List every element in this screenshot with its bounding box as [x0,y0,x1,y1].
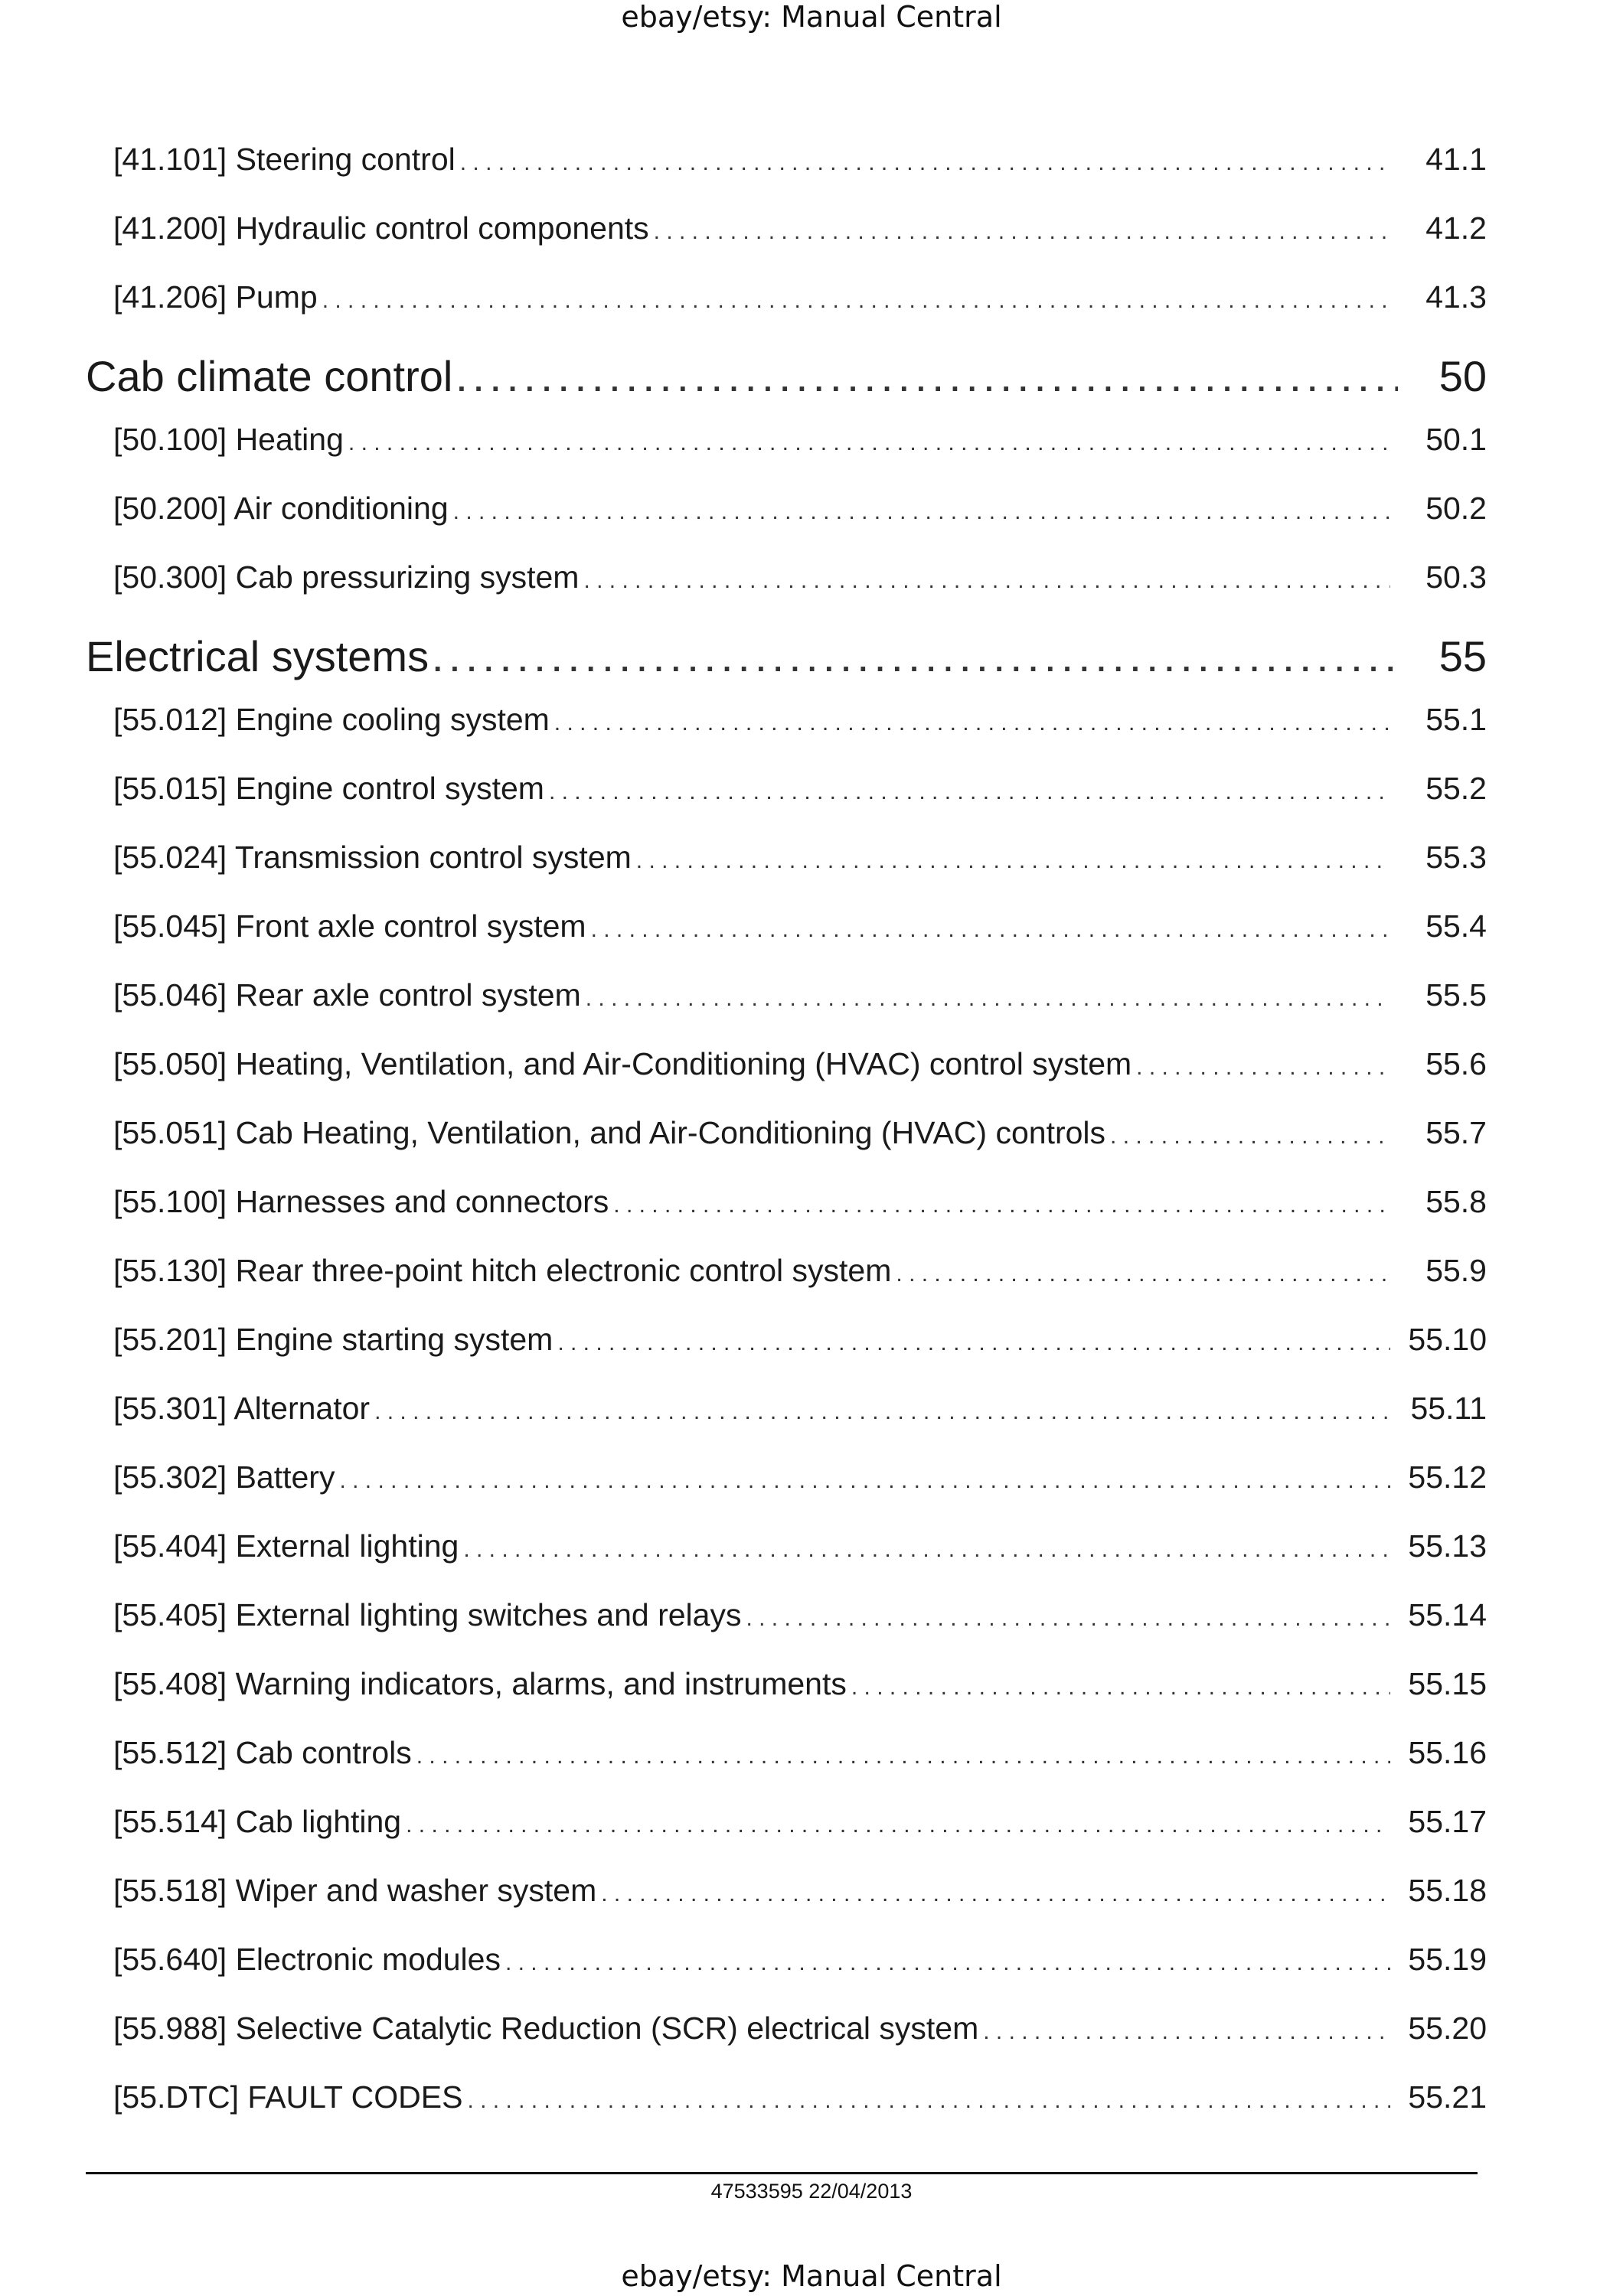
toc-entry-title: [55.046] Rear axle control system [113,977,581,1013]
toc-dot-leader [1110,1109,1390,1164]
toc-entry-title: [41.101] Steering control [113,142,456,177]
toc-entry-title: [55.512] Cab controls [113,1735,412,1770]
toc-entry-row[interactable] [86,1174,1487,1243]
toc-page-number: 55.17 [1408,1804,1487,1839]
toc-dot-leader [601,1867,1390,1922]
toc-entry-row[interactable] [86,481,1487,550]
toc-entry-title: [55.100] Harnesses and connectors [113,1184,609,1219]
toc-page-number: 55.8 [1425,1184,1487,1219]
toc-entry-row[interactable] [86,1105,1487,1174]
toc-dot-leader [348,416,1390,471]
toc-entry-title: [55.301] Alternator [113,1391,371,1426]
footer-document-code: 47533595 22/04/2013 [710,2180,913,2203]
toc-entry-title: [55.012] Engine cooling system [113,702,550,737]
toc-entry-row[interactable] [86,1863,1487,1932]
toc-page-number: 50.1 [1425,422,1487,457]
toc-entry-title: [55.514] Cab lighting [113,1804,402,1839]
toc-dot-leader [322,273,1390,328]
toc-entry-title: [50.200] Air conditioning [113,491,449,526]
toc-entry-row[interactable] [86,269,1487,338]
toc-entry-row[interactable] [86,201,1487,269]
toc-entry-title: [55.015] Engine control system [113,771,544,806]
toc-entry-title: [55.404] External lighting [113,1528,459,1564]
toc-entry-title: [55.DTC] FAULT CODES [113,2079,463,2115]
toc-page-number: 41.3 [1425,279,1487,315]
toc-entry-row[interactable] [86,1450,1487,1518]
toc-page-number: 55 [1438,632,1487,680]
toc-dot-leader [851,1660,1390,1715]
toc-dot-leader [406,1798,1390,1853]
toc-dot-leader [583,553,1390,608]
toc-entry-row[interactable] [86,1312,1487,1381]
toc-entry-row[interactable] [86,1725,1487,1794]
toc-entry-title: [55.518] Wiper and washer system [113,1873,597,1908]
toc-entry-row[interactable] [86,1587,1487,1656]
toc-entry-row[interactable] [86,2069,1487,2138]
toc-dot-leader [457,343,1398,412]
toc-entry-title: [50.300] Cab pressurizing system [113,559,580,595]
toc-dot-leader [896,1247,1390,1302]
toc-page-number: 55.5 [1425,977,1487,1013]
toc-dot-leader [433,623,1398,692]
toc-dot-leader [636,833,1390,889]
toc-dot-leader [505,1936,1390,1991]
toc-page-number: 50 [1438,352,1487,400]
toc-page-number: 55.10 [1408,1322,1487,1357]
toc-dot-leader [591,902,1390,957]
toc-entry-row[interactable] [86,899,1487,967]
toc-section-title: Electrical systems [86,632,429,680]
toc-section-row[interactable] [86,338,1487,412]
toc-page-number: 55.20 [1408,2011,1487,2046]
toc-page-number: 55.21 [1408,2079,1487,2115]
toc-entry-title: [55.050] Heating, Ventilation, and Air-Conditioning (HVAC) control system [113,1046,1132,1081]
toc-dot-leader [1136,1040,1390,1095]
toc-page-number: 55.15 [1408,1666,1487,1701]
table-of-contents [86,132,1487,2138]
toc-dot-leader [463,1522,1390,1577]
toc-page-number: 55.19 [1408,1942,1487,1977]
toc-dot-leader [586,971,1390,1026]
toc-entry-row[interactable] [86,1794,1487,1863]
toc-entry-title: [55.051] Cab Heating, Ventilation, and Air-Conditioning (HVAC) controls [113,1115,1106,1150]
toc-entry-title: [55.201] Engine starting system [113,1322,554,1357]
toc-dot-leader [983,2004,1390,2060]
toc-page-number: 41.2 [1425,210,1487,246]
toc-entry-row[interactable] [86,1656,1487,1725]
toc-entry-title: [55.405] External lighting switches and relays [113,1597,742,1632]
toc-entry-row[interactable] [86,1243,1487,1312]
toc-dot-leader [746,1591,1390,1646]
toc-page-number: 55.13 [1408,1528,1487,1564]
toc-dot-leader [339,1453,1390,1508]
toc-entry-row[interactable] [86,761,1487,830]
toc-entry-title: [55.302] Battery [113,1459,335,1495]
toc-entry-title: [55.045] Front axle control system [113,908,586,944]
toc-dot-leader [374,1384,1390,1440]
toc-dot-leader [549,765,1390,820]
toc-dot-leader [557,1316,1390,1371]
toc-dot-leader [416,1729,1390,1784]
toc-entry-title: [41.206] Pump [113,279,318,315]
toc-entry-row[interactable] [86,2001,1487,2069]
toc-section-row[interactable] [86,618,1487,692]
toc-entry-row[interactable] [86,1036,1487,1105]
toc-entry-row[interactable] [86,830,1487,899]
toc-page-number: 55.18 [1408,1873,1487,1908]
toc-page-number: 55.12 [1408,1459,1487,1495]
watermark-bottom: ebay/etsy: Manual Central [621,2259,1002,2293]
toc-page-number: 55.16 [1408,1735,1487,1770]
toc-entry-title: [41.200] Hydraulic control components [113,210,649,246]
toc-section-title: Cab climate control [86,352,453,400]
toc-page-number: 55.2 [1425,771,1487,806]
toc-entry-row[interactable] [86,412,1487,481]
toc-entry-row[interactable] [86,692,1487,761]
toc-dot-leader [654,204,1390,259]
toc-page-number: 50.2 [1425,491,1487,526]
toc-entry-title: [55.408] Warning indicators, alarms, and instruments [113,1666,847,1701]
toc-page-number: 55.9 [1425,1253,1487,1288]
toc-page-number: 55.11 [1410,1391,1487,1426]
footer-rule [86,2172,1478,2174]
toc-dot-leader [460,135,1390,191]
toc-page-number: 55.4 [1425,908,1487,944]
toc-entry-title: [55.640] Electronic modules [113,1942,501,1977]
toc-entry-row[interactable] [86,1518,1487,1587]
toc-entry-row[interactable] [86,550,1487,618]
toc-entry-title: [55.024] Transmission control system [113,840,632,875]
toc-entry-title: [50.100] Heating [113,422,344,457]
toc-page-number: 55.6 [1425,1046,1487,1081]
toc-page-number: 55.3 [1425,840,1487,875]
toc-entry-row[interactable] [86,1381,1487,1450]
toc-entry-title: [55.130] Rear three-point hitch electronic control system [113,1253,892,1288]
toc-dot-leader [467,2073,1390,2128]
toc-entry-row[interactable] [86,1932,1487,2001]
toc-dot-leader [613,1178,1390,1233]
toc-dot-leader [554,696,1390,751]
toc-page-number: 55.7 [1425,1115,1487,1150]
toc-entry-row[interactable] [86,967,1487,1036]
toc-entry-title: [55.988] Selective Catalytic Reduction (SCR) electrical system [113,2011,979,2046]
toc-entry-row[interactable] [86,132,1487,201]
toc-page-number: 55.1 [1425,702,1487,737]
watermark-top: ebay/etsy: Manual Central [621,0,1002,34]
toc-page-number: 50.3 [1425,559,1487,595]
toc-page-number: 41.1 [1425,142,1487,177]
toc-page-number: 55.14 [1408,1597,1487,1632]
toc-dot-leader [453,484,1390,540]
